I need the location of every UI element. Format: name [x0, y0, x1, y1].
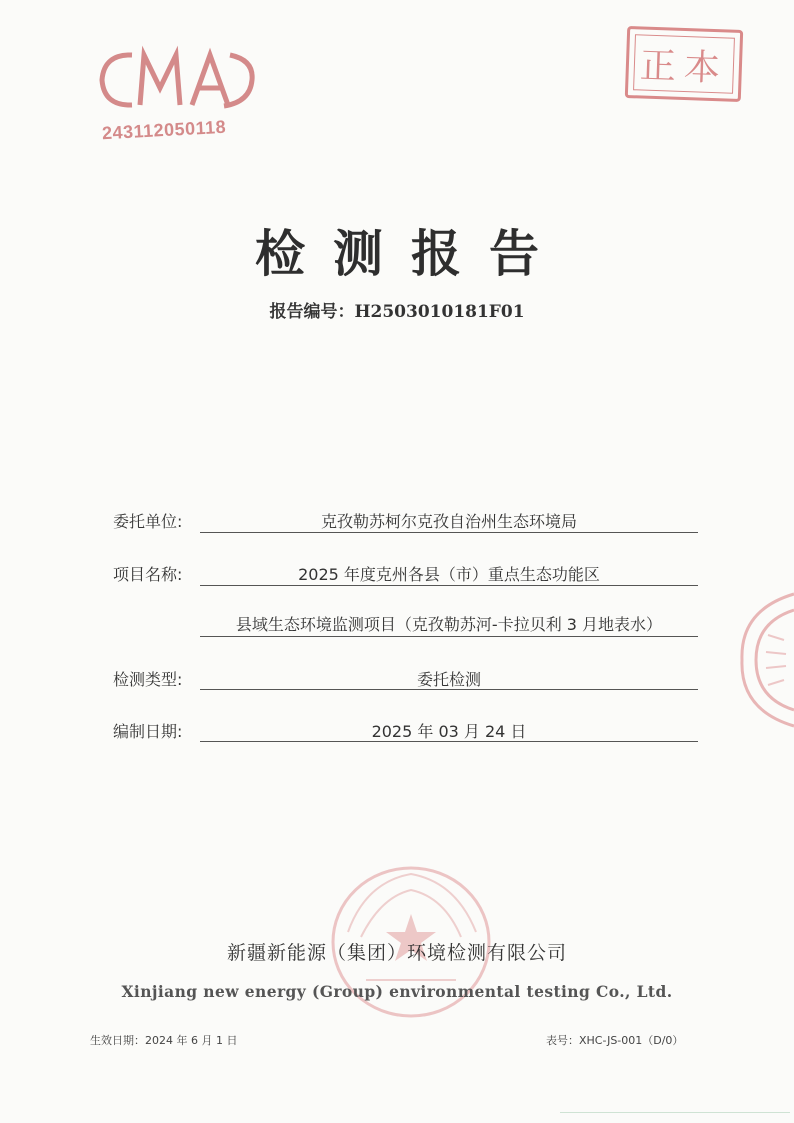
project-underline-1 — [200, 585, 698, 586]
report-number: 报告编号：H2503010181F01 — [269, 302, 525, 322]
date-value: 2025 年 03 月 24 日 — [371, 722, 527, 741]
form-number: 表号：XHC-JS-001（D/0） — [546, 1034, 684, 1047]
edge-seal — [738, 590, 794, 730]
cma-number: 243112050118 — [101, 116, 227, 144]
effective-date: 生效日期：2024 年 6 月 1 日 — [90, 1034, 238, 1047]
client-label: 委托单位: — [113, 512, 183, 531]
project-value-line2: 县域生态环境监测项目（克孜勒苏河-卡拉贝利 3 月地表水） — [235, 615, 663, 634]
type-value: 委托检测 — [416, 670, 481, 689]
type-underline — [200, 689, 698, 690]
cma-stamp — [92, 40, 262, 158]
client-value: 克孜勒苏柯尔克孜自治州生态环境局 — [320, 512, 577, 531]
project-label: 项目名称: — [113, 565, 183, 584]
date-underline — [200, 741, 698, 742]
date-label: 编制日期: — [113, 722, 183, 741]
original-copy-stamp-text: 正本 — [633, 34, 735, 93]
client-underline — [200, 532, 698, 533]
report-title: 检测报告 — [255, 225, 567, 283]
project-underline-2 — [200, 636, 698, 637]
bottom-rule — [560, 1112, 790, 1113]
type-label: 检测类型: — [113, 670, 183, 689]
edge-seal-icon — [738, 590, 794, 730]
company-name-en: Xinjiang new energy (Group) environmental testing Co., Ltd. — [121, 982, 673, 1001]
project-value-line1: 2025 年度克州各县（市）重点生态功能区 — [298, 565, 600, 584]
original-copy-stamp — [625, 26, 743, 102]
cma-logo-icon — [92, 40, 262, 120]
company-name-cn: 新疆新能源（集团）环境检测有限公司 — [226, 942, 567, 964]
